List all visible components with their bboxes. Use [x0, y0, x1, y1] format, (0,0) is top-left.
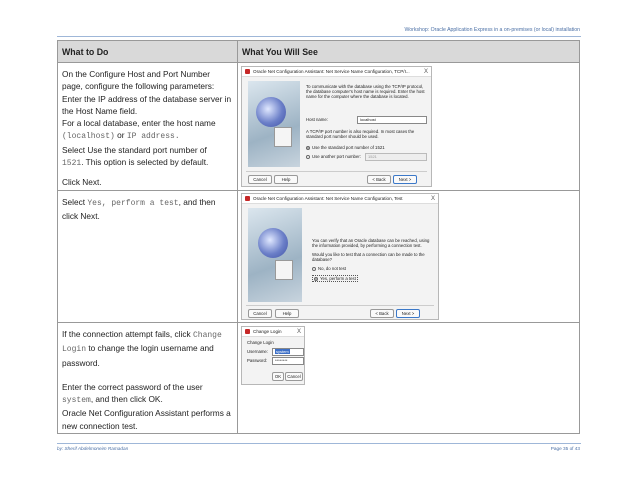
change-login-dialog: [241, 326, 305, 385]
instruction-text: [62, 117, 233, 144]
close-icon[interactable]: X: [296, 328, 301, 335]
other-port-radio[interactable]: [306, 154, 361, 159]
next-button[interactable]: Next >: [393, 175, 417, 184]
screenshot-cell: [238, 191, 579, 322]
radio-label: Yes, perform a test: [320, 276, 356, 281]
instruction-text: Enter the IP address of the database server in the Host Name field.: [62, 93, 232, 116]
dialog-description: You can verify that an Oracle database can be reached, using the information provided, by performing a connection test.: [312, 238, 430, 248]
footer-rule: [57, 443, 581, 444]
help-button[interactable]: Help: [275, 309, 299, 318]
username-field[interactable]: [272, 348, 304, 356]
page-header: Workshop: Oracle Application Express in a on-premises (or local) installation: [404, 27, 580, 33]
code-yes-perform-test: Yes, perform a test: [87, 199, 179, 208]
dialog-question: Would you like to test that a connection can be made to the database?: [312, 252, 425, 262]
table-row: [58, 191, 579, 323]
instruction-cell: [58, 323, 238, 433]
close-icon[interactable]: X: [430, 195, 435, 202]
globe-icon: [258, 228, 288, 258]
dialog-description: To communicate with the database using the TCP/IP protocol, the database computer's host name is required. Enter the host name for the computer where the database is located.: [306, 84, 425, 99]
instruction-text: , and then click OK.: [90, 394, 163, 405]
oracle-icon: [245, 196, 250, 201]
table-row: [58, 323, 579, 433]
dialog-titlebar: [242, 194, 438, 204]
code-port: 1521: [62, 159, 82, 169]
instruction-text: Enter the correct password of the user: [62, 381, 203, 392]
instruction-cell: [58, 63, 238, 190]
globe-icon: [256, 97, 286, 127]
help-button[interactable]: Help: [274, 175, 298, 184]
instruction-cell: [58, 191, 238, 322]
password-label: Password:: [247, 358, 268, 363]
instruction-text: Select Use the standard port number of: [62, 144, 207, 155]
button-separator: [246, 171, 427, 172]
host-port-dialog: [241, 66, 432, 187]
radio-selected-icon[interactable]: [306, 146, 310, 150]
password-field[interactable]: ********: [272, 357, 304, 365]
radio-selected-icon[interactable]: [314, 277, 318, 281]
wizard-illustration: [248, 81, 300, 167]
disk-icon: [275, 260, 293, 280]
standard-port-radio[interactable]: [306, 145, 385, 150]
back-button[interactable]: < Back: [367, 175, 391, 184]
host-name-field[interactable]: localhost: [357, 116, 427, 124]
cancel-button[interactable]: Cancel: [248, 309, 272, 318]
connection-test-dialog: [241, 193, 439, 320]
page-number: Page 35 of 43: [550, 446, 580, 451]
instruction-text: Select: [62, 197, 88, 207]
instruction-text: [62, 144, 233, 171]
radio-label: Use the standard port number of 1521: [312, 145, 385, 150]
code-change-login: Change Login: [62, 331, 222, 355]
dialog-titlebar: [242, 327, 304, 337]
instruction-text: If the connection attempt fails, click: [62, 329, 193, 339]
oracle-icon: [245, 69, 250, 74]
radio-icon[interactable]: [312, 267, 316, 271]
cancel-button[interactable]: Cancel: [285, 372, 303, 381]
instruction-text: [62, 196, 233, 223]
instruction-text: or: [114, 130, 127, 141]
ok-button[interactable]: OK: [272, 372, 284, 381]
port-description: A TCP/IP port number is also required. In most cases the standard port number should be used.: [306, 129, 415, 139]
screenshot-cell: [238, 323, 579, 433]
group-label: Change Login: [247, 340, 274, 345]
username-value: system: [276, 349, 289, 354]
instruction-text: to change the login username and password.: [62, 343, 214, 368]
code-system: system: [62, 396, 91, 406]
close-icon[interactable]: X: [423, 68, 428, 75]
col-what-you-will-see: What You Will See: [238, 41, 579, 63]
oracle-icon: [245, 329, 250, 334]
instruction-text: Oracle Net Configuration Assistant performs a new connection test.: [62, 408, 231, 431]
next-button[interactable]: Next >: [396, 309, 420, 318]
code-ip-address: IP address.: [126, 132, 180, 142]
instruction-text: , and then click Next.: [62, 197, 216, 222]
button-separator: [246, 305, 434, 306]
username-label: Username:: [247, 349, 269, 354]
no-test-radio[interactable]: [312, 266, 346, 271]
code-localhost: (localhost): [62, 132, 115, 142]
screenshot-cell: [238, 63, 579, 190]
cancel-button[interactable]: Cancel: [248, 175, 272, 184]
table-row: [58, 63, 579, 191]
back-button[interactable]: < Back: [370, 309, 394, 318]
dialog-title: Oracle Net Configuration Assistant: Net Service Name Configuration, Test: [253, 196, 403, 201]
instruction-text: On the Configure Host and Port Number page, configure the following parameters:: [62, 69, 215, 92]
instruction-text: . This option is selected by default.: [81, 157, 209, 168]
radio-icon[interactable]: [306, 155, 310, 159]
wizard-illustration: [248, 208, 302, 302]
header-rule: [57, 36, 581, 37]
radio-label: Use another port number:: [312, 154, 361, 159]
footer-author: by: Sherif Abdelmoneim Ramadan: [57, 446, 129, 451]
host-label: Host name:: [306, 117, 328, 122]
instruction-text: For a local database, enter the host name: [62, 118, 216, 129]
instruction-text: [62, 381, 233, 408]
dialog-titlebar: [242, 67, 431, 77]
disk-icon: [274, 127, 292, 147]
perform-test-radio[interactable]: [312, 275, 358, 282]
dialog-title: Oracle Net Configuration Assistant: Net Service Name Configuration, TCP/I...: [253, 69, 410, 74]
instruction-text: Click Next.: [62, 177, 102, 188]
dialog-title: Change Login: [253, 329, 282, 334]
radio-label: No, do not test: [318, 266, 346, 271]
other-port-field[interactable]: 1521: [365, 153, 427, 161]
col-what-to-do: What to Do: [58, 41, 238, 63]
instructions-table: [57, 40, 580, 434]
instruction-text: [62, 328, 233, 369]
